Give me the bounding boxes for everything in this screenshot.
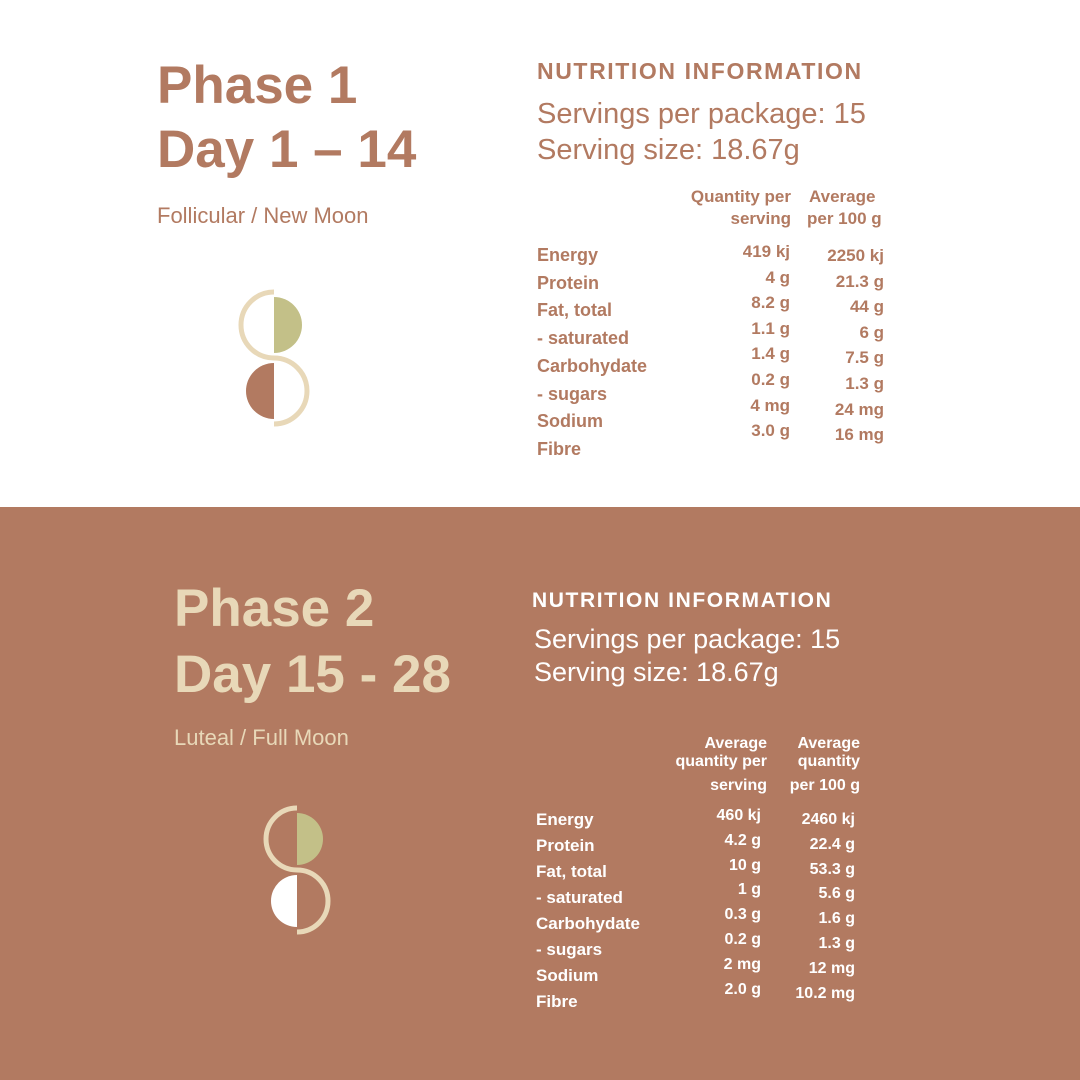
nutrient-per-serving: 460 kj [716, 807, 761, 824]
phase-2-panel [0, 507, 1080, 1080]
logo-top-ring [266, 808, 297, 870]
nutrient-label: Sodium [537, 411, 603, 432]
serving-size: Serving size: 18.67g [537, 134, 800, 166]
nutrient-per-100g: 16 mg [834, 425, 884, 445]
nutrient-per-100g: 24 mg [834, 399, 884, 419]
nutrient-per-100g: 44 g [849, 297, 884, 317]
col-header-per-serving [660, 186, 791, 230]
col-header-line: per 100 g [807, 209, 882, 228]
nutrient-per-100g: 2250 kj [827, 246, 884, 265]
nutrient-per-serving: 8.2 g [751, 293, 790, 313]
col-header-per-100g [778, 735, 860, 795]
nutrient-per-100g: 22.4 g [809, 835, 855, 853]
nutrient-label: - sugars [537, 383, 608, 404]
nutrient-per-100g: 1.3 g [845, 374, 884, 393]
phase-2-title-line1: Phase 2 [174, 579, 375, 638]
col-header-line: serving [710, 777, 767, 794]
nutrient-per-serving: 0.2 g [751, 370, 790, 389]
serving-size: Serving size: 18.67g [534, 657, 779, 687]
nutrient-per-serving: 4.2 g [724, 831, 761, 849]
col-header-line: per 100 g [789, 777, 860, 794]
phase-2-title [174, 576, 451, 708]
logo-bottom-half-moon [271, 875, 297, 927]
servings-per-package: Servings per package: 15 [537, 98, 866, 130]
col-header-line: quantity per [675, 753, 767, 770]
nutrient-label: Protein [537, 272, 600, 293]
nutrient-per-serving: 4 mg [750, 395, 790, 415]
nutrient-label: Fibre [537, 438, 582, 459]
phase-2-nutrition-heading: NUTRITION INFORMATION [532, 589, 833, 612]
logo-top-half-moon [297, 813, 323, 865]
col-header-line: quantity [797, 753, 860, 770]
moon-phase-full-logo [262, 804, 334, 938]
nutrient-per-100g: 2460 kj [801, 811, 855, 828]
logo-bottom-ring [274, 358, 307, 424]
nutrient-per-100g: 21.3 g [835, 271, 884, 291]
nutrient-label: Fat, total [536, 862, 607, 881]
nutrient-per-serving: 4 g [765, 267, 790, 287]
phase-1-title-line1: Phase 1 [157, 56, 358, 115]
nutrient-per-100g: 6 g [859, 322, 884, 342]
nutrient-per-100g: 53.3 g [809, 860, 855, 878]
nutrient-label: Carbohydate [536, 914, 640, 933]
nutrient-label: Carbohydate [537, 355, 648, 376]
col-header-line: Average [704, 735, 767, 752]
nutrient-per-100g: 5.6 g [818, 885, 855, 903]
nutrient-per-100g: 10.2 mg [795, 984, 855, 1002]
logo-top-ring [241, 292, 274, 358]
phase-2-servings-info [534, 623, 840, 689]
nutrient-per-serving: 10 g [728, 856, 761, 874]
phase-1-panel [0, 0, 1080, 507]
nutrient-label: Protein [536, 836, 595, 855]
logo-bottom-half-moon [246, 363, 274, 419]
nutrient-label: - saturated [536, 888, 623, 907]
phase-2-title-line2: Day 15 - 28 [174, 645, 451, 704]
col-header-line: Average [809, 187, 876, 206]
nutrient-per-serving: 1 g [737, 881, 761, 899]
col-header-line: Quantity per [690, 187, 791, 206]
phase-1-title-line2: Day 1 – 14 [157, 120, 417, 179]
nutrient-per-serving: 0.2 g [724, 931, 761, 948]
nutrient-per-100g: 1.3 g [818, 935, 855, 952]
phase-1-title [157, 54, 416, 182]
logo-bottom-ring [297, 870, 328, 932]
logo-top-half-moon [274, 297, 302, 353]
nutrient-per-100g: 12 mg [808, 959, 855, 977]
nutrient-label: Fat, total [537, 300, 612, 321]
nutrient-per-serving: 1.1 g [751, 318, 790, 338]
nutrient-per-serving: 3.0 g [751, 421, 790, 441]
col-header-line: serving [730, 209, 791, 228]
nutrient-label: Energy [537, 245, 599, 265]
nutrient-per-serving: 0.3 g [724, 906, 761, 924]
nutrient-per-serving: 419 kj [742, 242, 790, 261]
nutrient-label: - sugars [536, 940, 603, 959]
nutrient-per-100g: 1.6 g [818, 910, 855, 928]
nutrient-per-serving: 2 mg [723, 955, 761, 973]
col-header-per-100g [800, 186, 888, 230]
nutrient-label: - saturated [537, 328, 630, 349]
moon-phase-new-logo [236, 288, 314, 432]
phase-1-subtitle: Follicular / New Moon [157, 203, 369, 228]
nutrient-label: Energy [536, 810, 594, 829]
phase-1-servings-info [537, 96, 866, 168]
nutrient-per-100g: 7.5 g [845, 348, 884, 368]
nutrient-per-serving: 1.4 g [751, 344, 790, 364]
col-header-per-serving [640, 735, 767, 795]
nutrient-per-serving: 2.0 g [724, 980, 761, 998]
phase-2-subtitle: Luteal / Full Moon [174, 725, 349, 750]
nutrient-label: Sodium [536, 966, 599, 985]
servings-per-package: Servings per package: 15 [534, 624, 841, 654]
col-header-line: Average [797, 735, 860, 752]
nutrient-label: Fibre [536, 992, 578, 1011]
phase-1-nutrition-heading: NUTRITION INFORMATION [537, 58, 863, 84]
